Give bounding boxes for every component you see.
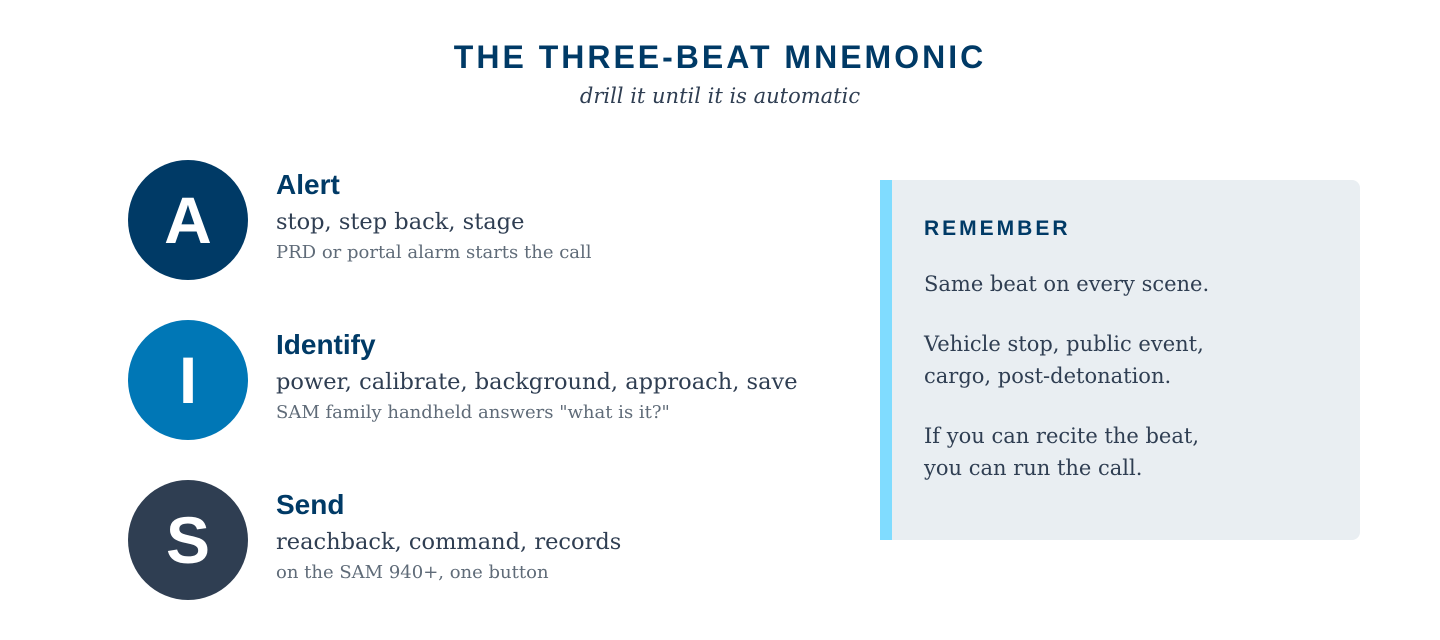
beat-name: Identify [276, 329, 376, 360]
letter-badge-s: S [128, 480, 248, 600]
beat-identify-text [276, 328, 856, 424]
callout-paragraph [924, 328, 1334, 392]
beat-note: PRD or portal alarm starts the call [276, 242, 592, 263]
page-title: THE THREE-BEAT MNEMONIC [453, 39, 987, 75]
callout-line: cargo, post-detonation. [924, 364, 1172, 388]
callout-line: If you can recite the beat, [924, 424, 1199, 448]
beat-note: on the SAM 940+, one button [276, 562, 549, 583]
page-subtitle: drill it until it is automatic [579, 84, 861, 108]
callout-heading: REMEMBER [924, 217, 1071, 240]
callout-line: Vehicle stop, public event, [924, 332, 1204, 356]
callout-paragraph [924, 268, 1334, 300]
beat-steps: stop, step back, stage [276, 209, 525, 235]
remember-callout [880, 180, 1360, 540]
beat-send-text [276, 488, 856, 584]
header [0, 38, 1440, 109]
beat-alert [128, 160, 848, 280]
callout-accent-bar [880, 180, 892, 540]
letter-badge-a: A [128, 160, 248, 280]
beat-name: Alert [276, 169, 340, 200]
callout-line: you can run the call. [924, 456, 1143, 480]
beat-name: Send [276, 489, 345, 520]
callout-paragraph [924, 420, 1334, 484]
letter-badge-i: I [128, 320, 248, 440]
beat-note: SAM family handheld answers "what is it?" [276, 402, 670, 423]
beat-steps: reachback, command, records [276, 529, 622, 555]
beat-alert-text [276, 168, 856, 264]
callout-line: Same beat on every scene. [924, 272, 1210, 296]
beat-steps: power, calibrate, background, approach, save [276, 369, 798, 395]
beat-identify [128, 320, 848, 440]
beat-send [128, 480, 848, 600]
